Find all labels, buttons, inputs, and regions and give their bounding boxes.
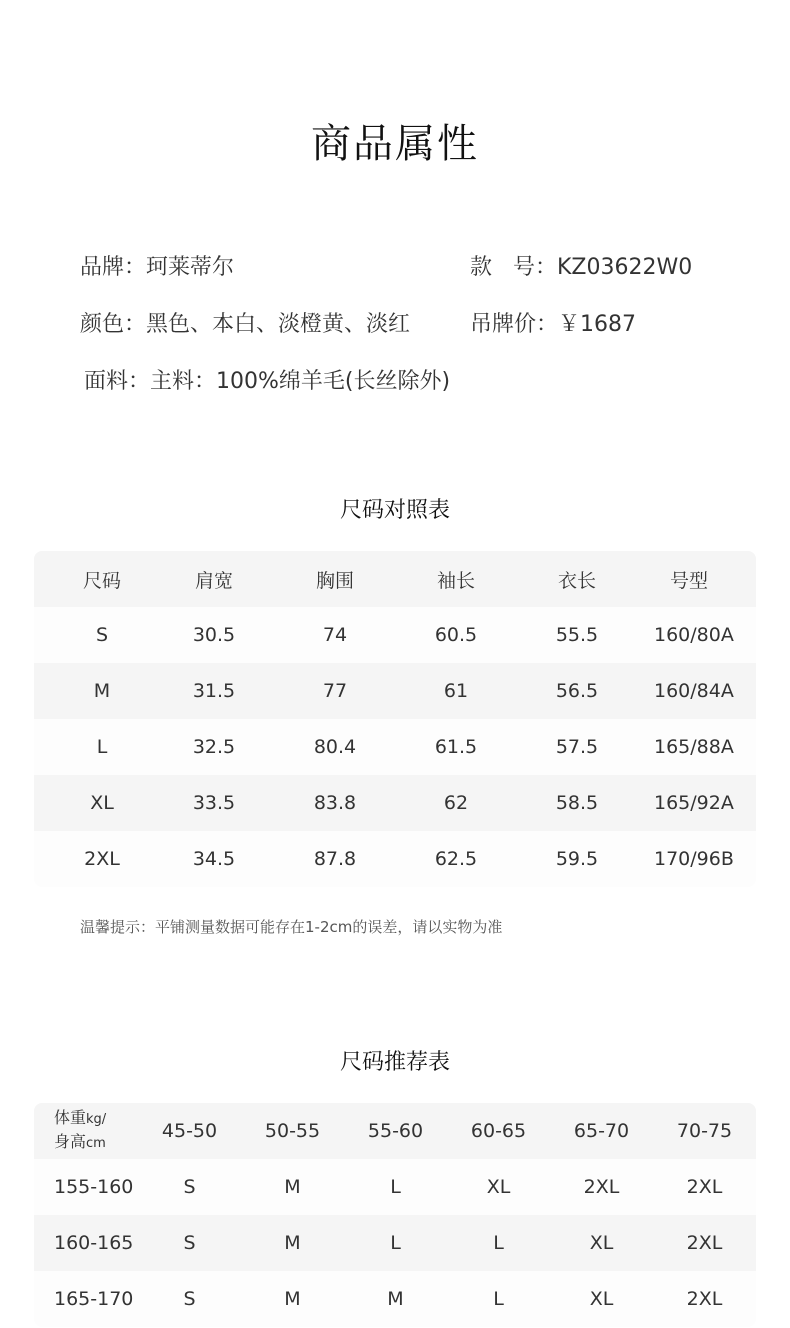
table-row [34,1215,756,1271]
table-cell: 83.8 [313,792,357,814]
price-attribute [470,307,636,338]
price-label: 吊牌价： [470,312,559,337]
table-cell: M [284,1232,301,1254]
table-cell: M [387,1288,404,1310]
size-chart-title: 尺码对照表 [339,498,450,523]
table-cell: S [183,1288,196,1310]
header-shoulder: 肩宽 [194,569,233,592]
table-cell: 34.5 [192,848,236,870]
header-sleeve: 袖长 [436,569,475,592]
recommend-chart-title: 尺码推荐表 [339,1050,450,1075]
table-cell: M [284,1176,301,1198]
recommend-header-row [34,1103,756,1159]
height-range: 165-170 [54,1288,134,1310]
recommend-chart-table [34,1103,756,1327]
table-cell: 2XL [84,848,120,870]
table-cell: L [390,1176,401,1198]
table-cell: S [95,624,109,646]
color-value: 黑色、本白、淡橙黄、淡红 [146,312,411,337]
table-cell: XL [589,1232,614,1254]
table-cell: 62 [443,792,469,814]
table-cell: 32.5 [192,736,236,758]
table-cell: 60.5 [434,624,478,646]
brand-value: 珂莱蒂尔 [146,255,235,280]
table-cell: 87.8 [313,848,357,870]
price-value: ￥1687 [558,312,637,337]
table-cell: M [284,1288,301,1310]
table-cell: 160/84A [654,680,734,702]
style-number-label: 款 号： [470,255,557,280]
style-number-value: KZ03622W0 [556,255,693,280]
table-cell: 30.5 [192,624,236,646]
table-cell: L [493,1288,504,1310]
table-cell: 55.5 [555,624,599,646]
brand-attribute [80,250,234,281]
height-unit: cm [86,1136,106,1151]
table-cell: 57.5 [555,736,599,758]
fabric-attribute [84,364,450,395]
weight-header: 45-50 [161,1120,218,1142]
color-attribute [80,307,410,338]
header-length: 衣长 [557,569,596,592]
table-cell: 160/80A [654,624,734,646]
table-cell: 56.5 [555,680,599,702]
page-title: 商品属性 [311,121,479,167]
table-row [34,775,756,831]
header-chest: 胸围 [315,569,354,592]
size-chart-table [34,551,756,887]
height-range: 155-160 [54,1176,134,1198]
fabric-label: 面料： [84,369,151,394]
table-row [34,1159,756,1215]
brand-label: 品牌： [80,255,147,280]
table-cell: 59.5 [555,848,599,870]
weight-header: 70-75 [676,1120,733,1142]
table-cell: 74 [322,624,348,646]
table-cell: 2XL [686,1232,723,1254]
style-number-attribute [470,250,692,281]
table-cell: 2XL [686,1176,723,1198]
height-label: 身高 [54,1132,87,1151]
table-cell: 165/92A [654,792,734,814]
header-size: 尺码 [82,569,121,592]
table-row [34,719,756,775]
table-cell: 58.5 [555,792,599,814]
table-cell: XL [486,1176,511,1198]
header-fit: 号型 [669,569,708,592]
table-cell: M [93,680,111,702]
table-cell: 33.5 [192,792,236,814]
weight-header: 50-55 [264,1120,321,1142]
table-row [34,663,756,719]
weight-header: 55-60 [367,1120,424,1142]
table-cell: XL [589,1288,614,1310]
table-cell: 61 [443,680,469,702]
table-cell: S [183,1232,196,1254]
table-cell: XL [90,792,114,814]
table-cell: 170/96B [654,848,734,870]
color-label: 颜色： [80,312,147,337]
table-cell: 2XL [686,1288,723,1310]
weight-unit: kg/ [86,1112,107,1127]
weight-height-corner [34,1107,138,1155]
table-cell: L [493,1232,504,1254]
weight-header: 65-70 [573,1120,630,1142]
weight-label: 体重 [54,1108,87,1127]
table-cell: 31.5 [192,680,236,702]
table-cell: 2XL [583,1176,620,1198]
size-chart-header-row [34,551,756,607]
measurement-tip: 温馨提示：平铺测量数据可能存在1-2cm的误差，请以实物为准 [80,918,503,936]
weight-header: 60-65 [470,1120,527,1142]
table-row [34,607,756,663]
table-cell: 61.5 [434,736,478,758]
table-row [34,1271,756,1327]
table-cell: S [183,1176,196,1198]
table-cell: L [390,1232,401,1254]
table-cell: 80.4 [313,736,357,758]
fabric-value: 主料：100%绵羊毛(长丝除外) [150,369,451,394]
table-cell: 77 [322,680,348,702]
table-row [34,831,756,887]
table-cell: 165/88A [654,736,734,758]
table-cell: L [96,736,108,758]
height-range: 160-165 [54,1232,134,1254]
table-cell: 62.5 [434,848,478,870]
